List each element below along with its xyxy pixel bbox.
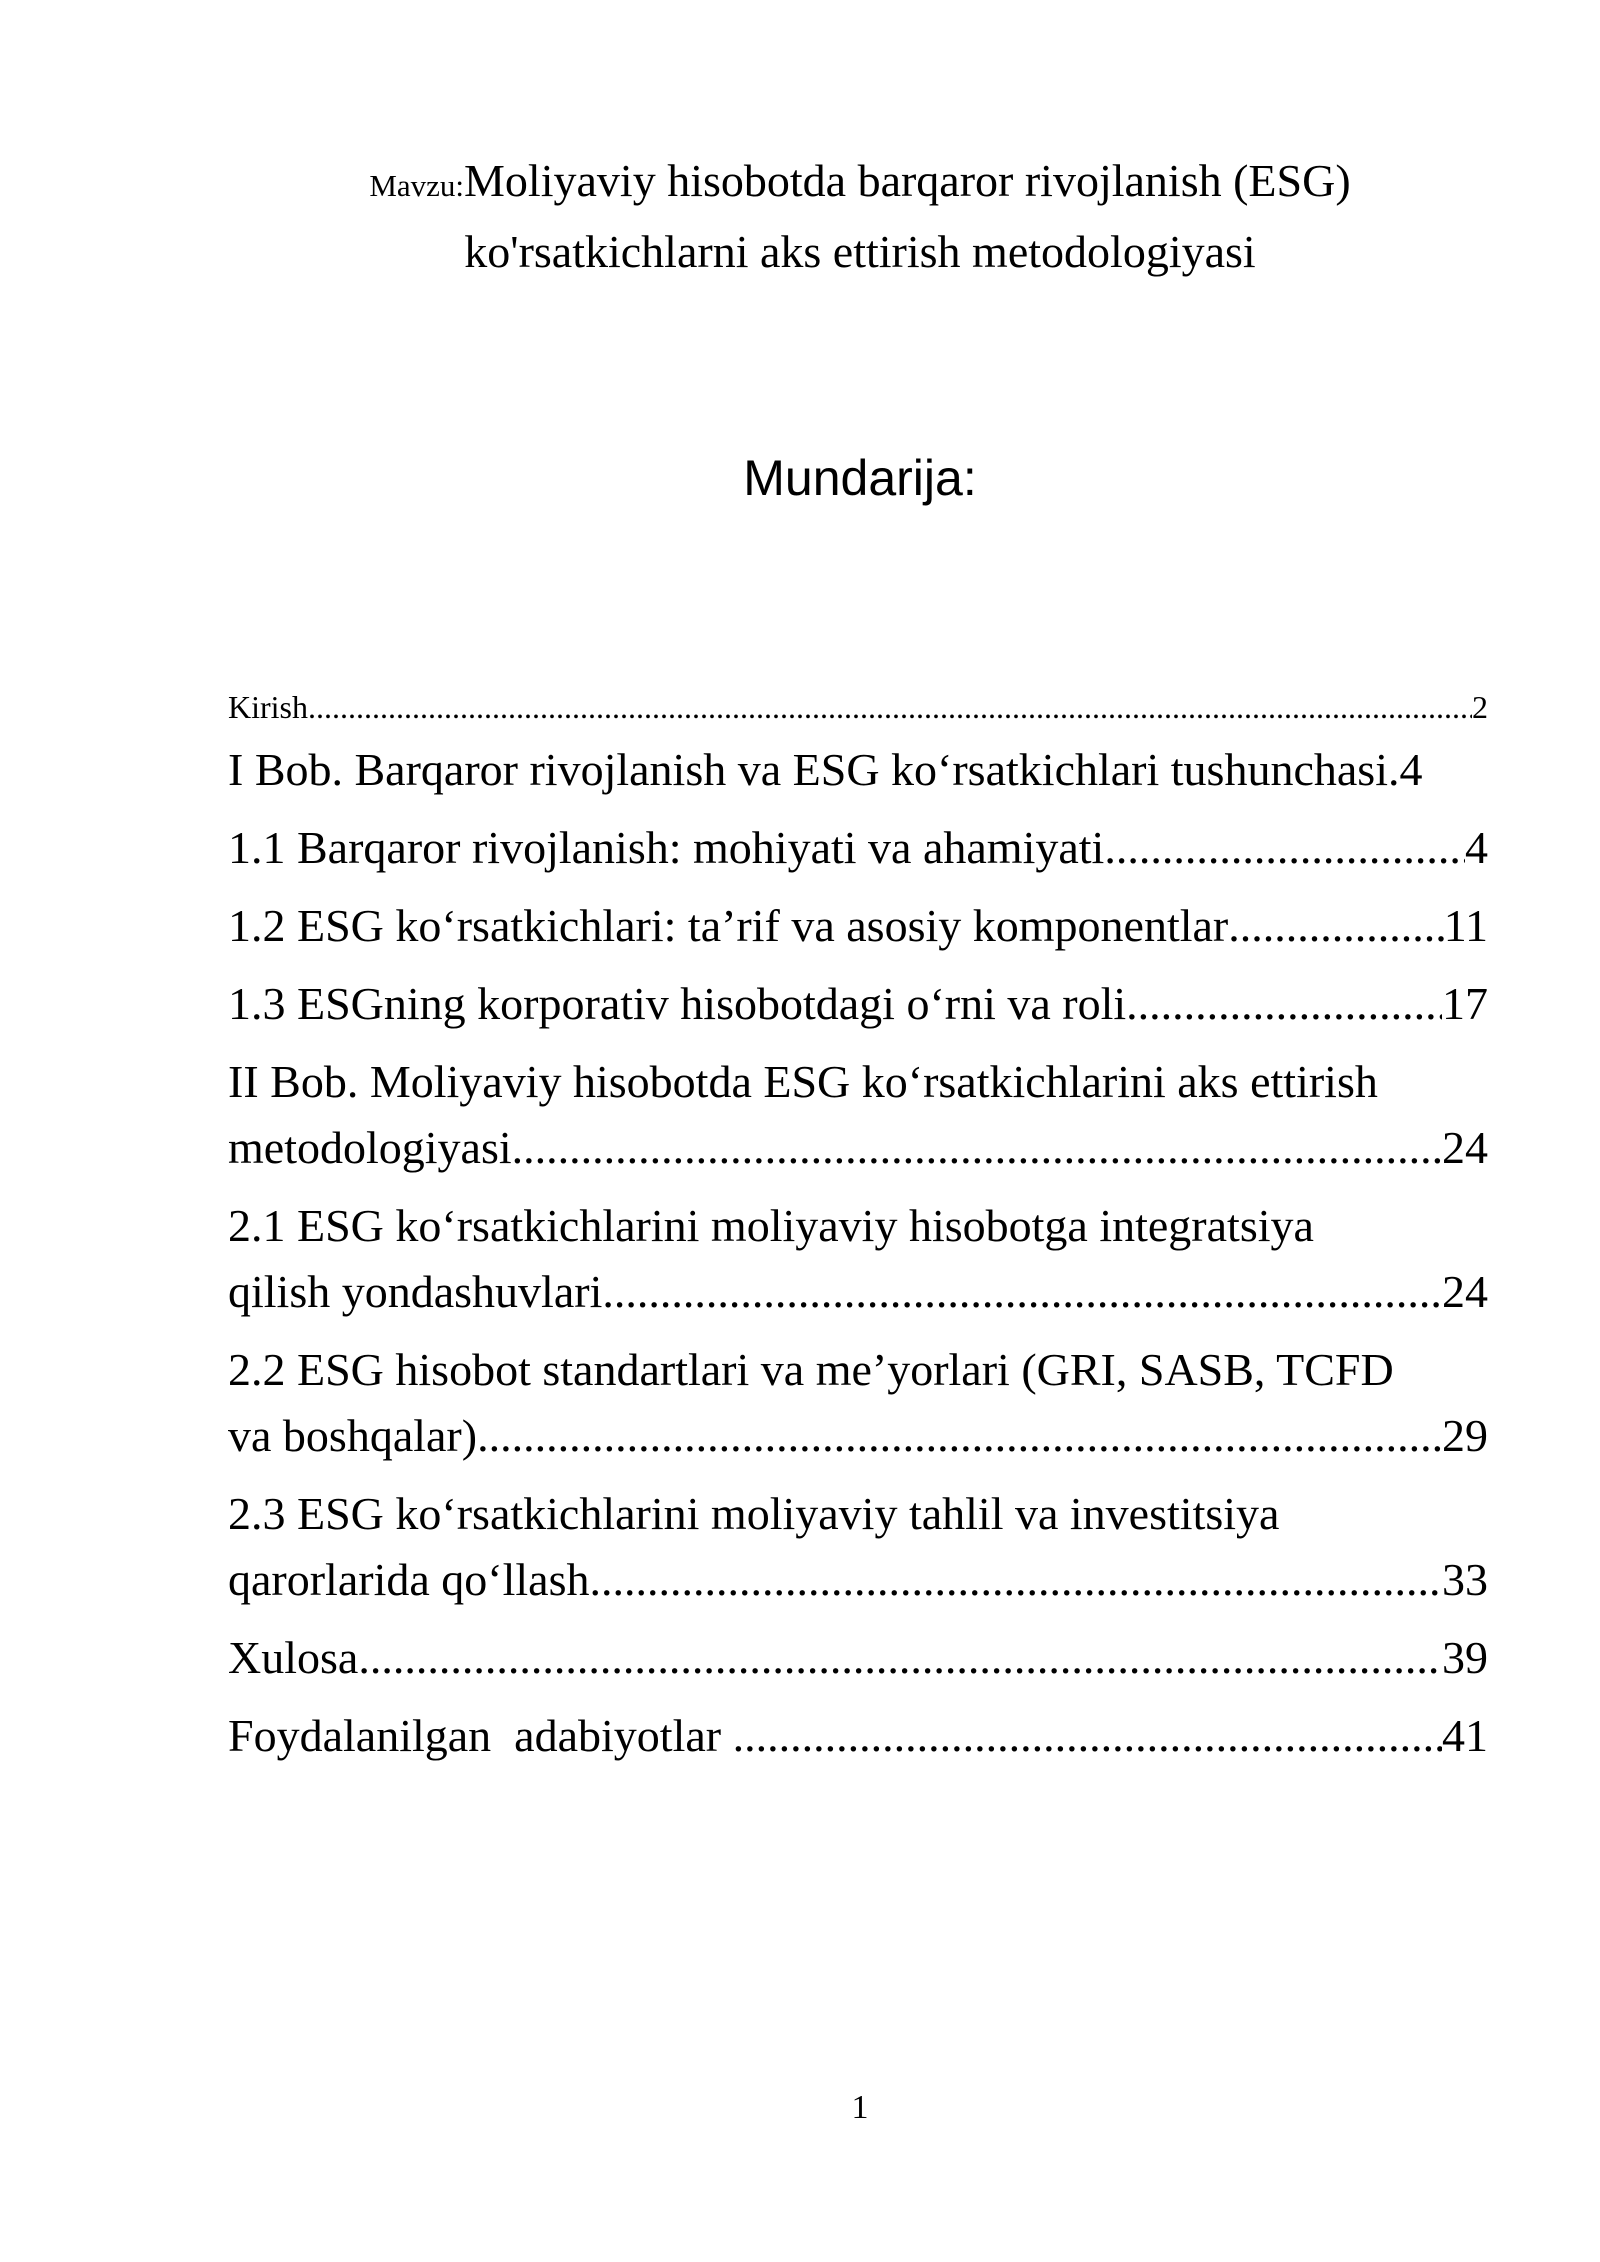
toc-entry-text: I Bob. Barqaror rivojlanish va ESG ko‘rsatkichlari tushunchasi. bbox=[228, 744, 1400, 795]
toc-entry-text: qilish yondashuvlari bbox=[228, 1266, 603, 1317]
toc-leader-dots bbox=[512, 1115, 1442, 1181]
toc-entry-text: metodologiyasi bbox=[228, 1122, 512, 1173]
toc-entry-text: qarorlarida qo‘llash bbox=[228, 1554, 590, 1605]
toc-entry-1-3 bbox=[228, 971, 1488, 1037]
toc-leader-dots bbox=[477, 1403, 1442, 1469]
toc-entry-2-3 bbox=[228, 1481, 1488, 1613]
page-number: 1 bbox=[851, 2089, 869, 2126]
toc-page-number: 33 bbox=[1442, 1554, 1488, 1605]
toc-leader-dots bbox=[602, 1259, 1442, 1325]
title-line-2: ko'rsatkichlarni aks ettirish metodologiyasi bbox=[464, 226, 1256, 277]
toc-entry-text: 1.1 Barqaror rivojlanish: mohiyati va ahamiyati bbox=[228, 822, 1105, 873]
toc-entry-xulosa bbox=[228, 1625, 1488, 1691]
toc-entry-text: 1.2 ESG ko‘rsatkichlari: ta’rif va asosiy komponentlar bbox=[228, 900, 1229, 951]
toc-entry-chapter-1 bbox=[228, 737, 1488, 803]
toc-page-number: 17 bbox=[1442, 978, 1488, 1029]
table-of-contents bbox=[228, 685, 1488, 1781]
toc-page-number: 11 bbox=[1443, 900, 1488, 951]
toc-entry-kirish bbox=[228, 685, 1488, 729]
toc-entry-references bbox=[228, 1703, 1488, 1769]
title-line-1 bbox=[0, 148, 1600, 219]
toc-leader-dots bbox=[308, 685, 1472, 729]
toc-entry-2-2 bbox=[228, 1337, 1488, 1469]
toc-entry-text: Foydalanilgan adabiyotlar bbox=[228, 1710, 733, 1761]
document-title bbox=[0, 148, 1600, 285]
toc-page-number: 29 bbox=[1442, 1410, 1488, 1461]
toc-leader-dots bbox=[733, 1703, 1442, 1769]
toc-page-number: 2 bbox=[1472, 689, 1488, 725]
title-prefix: Mavzu: bbox=[369, 168, 465, 203]
title-line-1-text: Moliyaviy hisobotda barqaror rivojlanish (ESG) bbox=[464, 155, 1351, 206]
toc-entry-text: Xulosa bbox=[228, 1632, 359, 1683]
toc-entry-text: 1.3 ESGning korporativ hisobotdagi o‘rni va roli bbox=[228, 978, 1127, 1029]
toc-page-number: 41 bbox=[1442, 1710, 1488, 1761]
toc-entry-text: Kirish bbox=[228, 689, 308, 725]
toc-entry-1-2 bbox=[228, 893, 1488, 959]
toc-page-number: 24 bbox=[1442, 1122, 1488, 1173]
toc-entry-chapter-2 bbox=[228, 1049, 1488, 1181]
toc-page-number: 24 bbox=[1442, 1266, 1488, 1317]
toc-entry-text-line-1: 2.2 ESG hisobot standartlari va me’yorlari (GRI, SASB, TCFD bbox=[228, 1344, 1394, 1395]
toc-leader-dots bbox=[358, 1625, 1442, 1691]
toc-leader-dots bbox=[589, 1547, 1442, 1613]
toc-leader-dots bbox=[1126, 971, 1442, 1037]
toc-entry-1-1 bbox=[228, 815, 1488, 881]
toc-entry-text: va boshqalar) bbox=[228, 1410, 478, 1461]
toc-entry-2-1 bbox=[228, 1193, 1488, 1325]
toc-leader-dots bbox=[1228, 893, 1443, 959]
toc-entry-text-line-1: II Bob. Moliyaviy hisobotda ESG ko‘rsatkichlarini aks ettirish bbox=[228, 1056, 1378, 1107]
toc-page-number: 4 bbox=[1399, 744, 1423, 795]
toc-page-number: 39 bbox=[1442, 1632, 1488, 1683]
toc-entry-text-line-1: 2.3 ESG ko‘rsatkichlarini moliyaviy tahlil va investitsiya bbox=[228, 1488, 1280, 1539]
toc-page-number: 4 bbox=[1465, 822, 1488, 873]
toc-heading: Mundarija: bbox=[743, 450, 977, 506]
toc-entry-text-line-1: 2.1 ESG ko‘rsatkichlarini moliyaviy hisobotga integratsiya bbox=[228, 1200, 1314, 1251]
toc-leader-dots bbox=[1104, 815, 1465, 881]
